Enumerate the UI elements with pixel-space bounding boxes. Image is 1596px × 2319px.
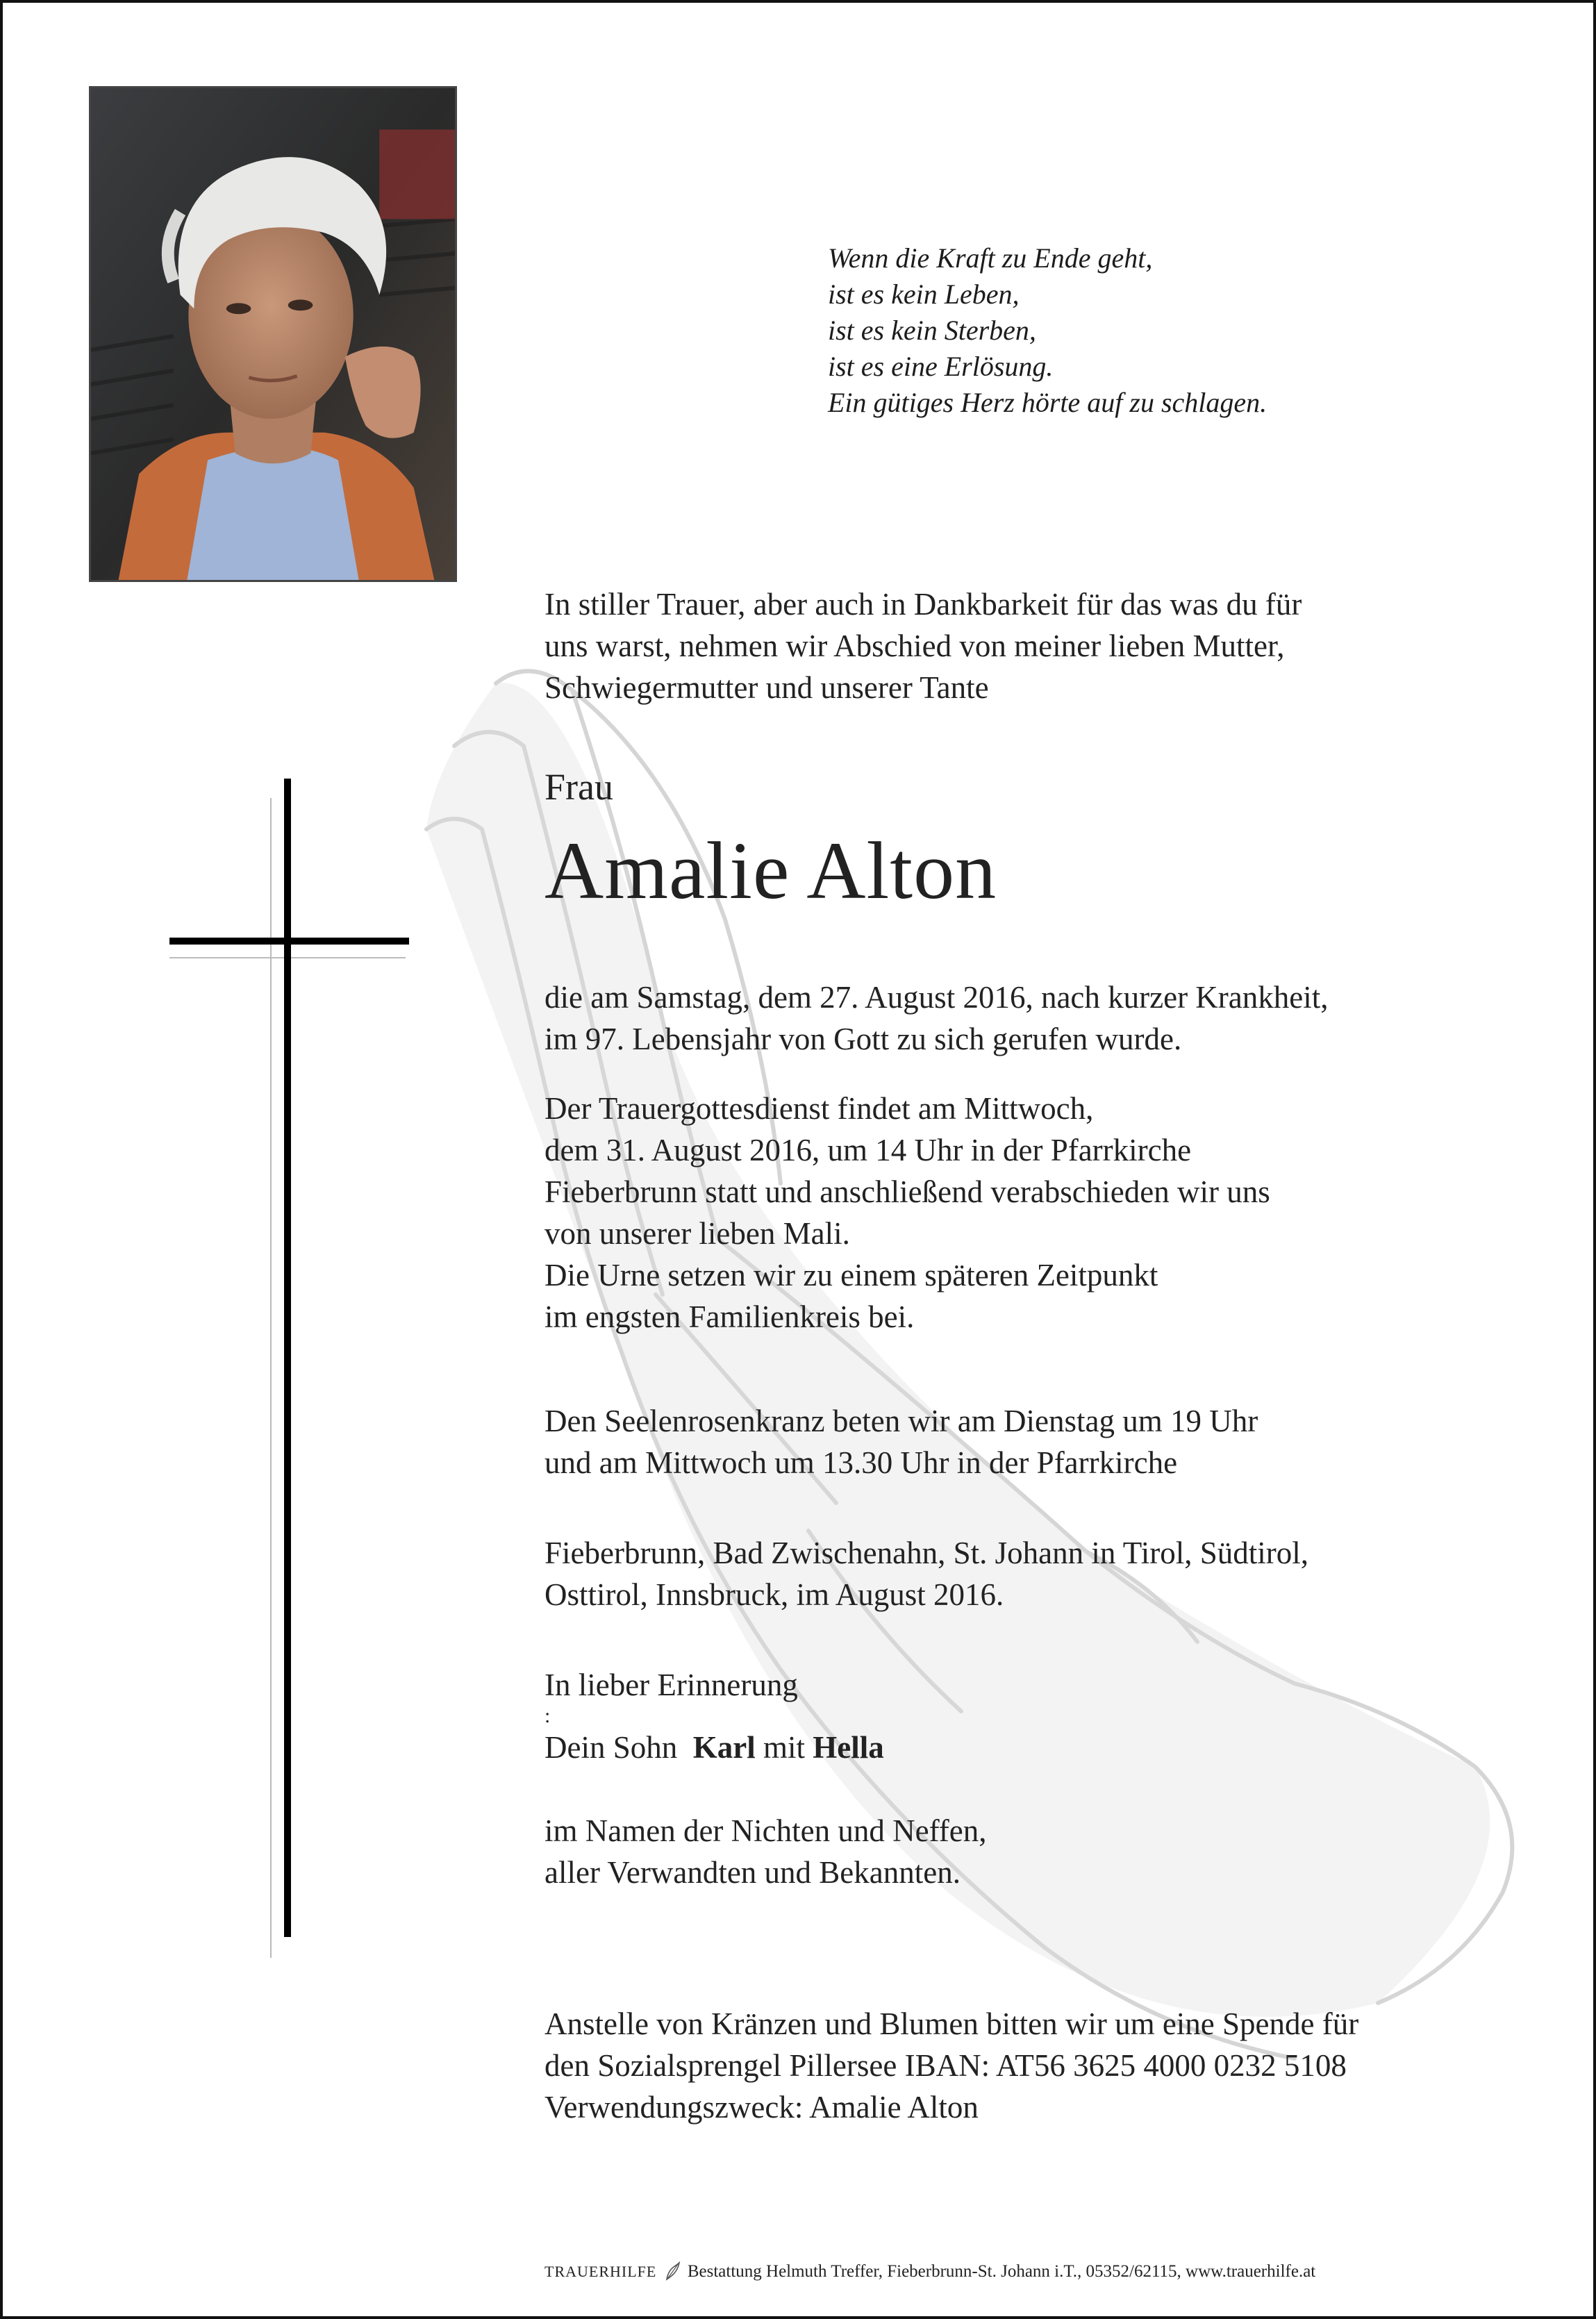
partner-name: Hella [813, 1730, 884, 1765]
service-line: im engsten Familienkreis bei. [545, 1299, 915, 1334]
remembrance [545, 1664, 1531, 1768]
intro-line: In stiller Trauer, aber auch in Dankbarkeit für das was du für [545, 587, 1302, 622]
death-notice [545, 976, 1531, 1060]
service-line: Die Urne setzen wir zu einem späteren Zeitpunkt [545, 1258, 1158, 1293]
service-line: Der Trauergottesdienst findet am Mittwoch, [545, 1091, 1094, 1126]
relatives [545, 1810, 1531, 1893]
deceased-name: Amalie Alton [545, 825, 997, 916]
poem-line: Wenn die Kraft zu Ende geht, [828, 242, 1153, 274]
places-line: Osttirol, Innsbruck, im August 2016. [545, 1577, 1004, 1612]
cross-vertical-bar [284, 779, 291, 1937]
death-notice-line: die am Samstag, dem 27. August 2016, nach kurzer Krankheit, [545, 980, 1329, 1015]
portrait-illustration [91, 88, 455, 580]
remembrance-colon: : [545, 1704, 551, 1727]
poem-line: ist es eine Erlösung. [828, 351, 1054, 382]
places [545, 1532, 1531, 1615]
donation-line: Verwendungszweck: Amalie Alton [545, 2090, 979, 2125]
death-notice-line: im 97. Lebensjahr von Gott zu sich gerufen wurde. [545, 1022, 1182, 1056]
intro-text [545, 583, 1531, 708]
son-name: Karl [692, 1730, 756, 1765]
service-line: dem 31. August 2016, um 14 Uhr in der Pfarrkirche [545, 1133, 1192, 1167]
cross-shadow-vertical [270, 798, 272, 1958]
service-info [545, 1088, 1531, 1338]
mourners-prefix: Dein Sohn [545, 1730, 678, 1765]
service-line: Fieberbrunn statt und anschließend verabschieden wir uns [545, 1174, 1270, 1209]
mourners-line [545, 1727, 1531, 1768]
intro-line: Schwiegermutter und unserer Tante [545, 670, 989, 705]
rosary-line: Den Seelenrosenkranz beten wir am Dienstag um 19 Uhr [545, 1404, 1258, 1438]
rosary-line: und am Mittwoch um 13.30 Uhr in der Pfarrkirche [545, 1445, 1178, 1480]
footer [545, 2261, 1315, 2281]
leaf-icon [664, 2261, 681, 2281]
intro-line: uns warst, nehmen wir Abschied von meiner lieben Mutter, [545, 629, 1285, 663]
donation-line: Anstelle von Kränzen und Blumen bitten wir um eine Spende für [545, 2006, 1359, 2041]
places-line: Fieberbrunn, Bad Zwischenahn, St. Johann in Tirol, Südtirol, [545, 1536, 1308, 1570]
relatives-line: aller Verwandten und Bekannten. [545, 1855, 961, 1890]
service-line: von unserer lieben Mali. [545, 1216, 850, 1251]
donation-request [545, 2003, 1531, 2128]
poem-line: ist es kein Leben, [828, 279, 1020, 310]
rosary-info [545, 1400, 1531, 1483]
cross-horizontal-bar [169, 938, 409, 945]
mourners-joiner: mit [763, 1730, 805, 1765]
donation-line: den Sozialsprengel Pillersee IBAN: AT56 3625 4000 0232 5108 [545, 2048, 1347, 2083]
footer-brand: TRAUERHILFE [545, 2263, 657, 2280]
relatives-line: im Namen der Nichten und Neffen, [545, 1813, 987, 1848]
salutation: Frau [545, 766, 613, 808]
poem [828, 240, 1453, 421]
remembrance-heading: In lieber Erinnerung [545, 1668, 798, 1702]
footer-text: Bestattung Helmuth Treffer, Fieberbrunn-St. Johann i.T., 05352/62115, www.trauerhilfe.at [687, 2262, 1316, 2281]
portrait-photo [89, 86, 457, 582]
poem-line: ist es kein Sterben, [828, 315, 1036, 346]
poem-line: Ein gütiges Herz hörte auf zu schlagen. [828, 387, 1267, 418]
